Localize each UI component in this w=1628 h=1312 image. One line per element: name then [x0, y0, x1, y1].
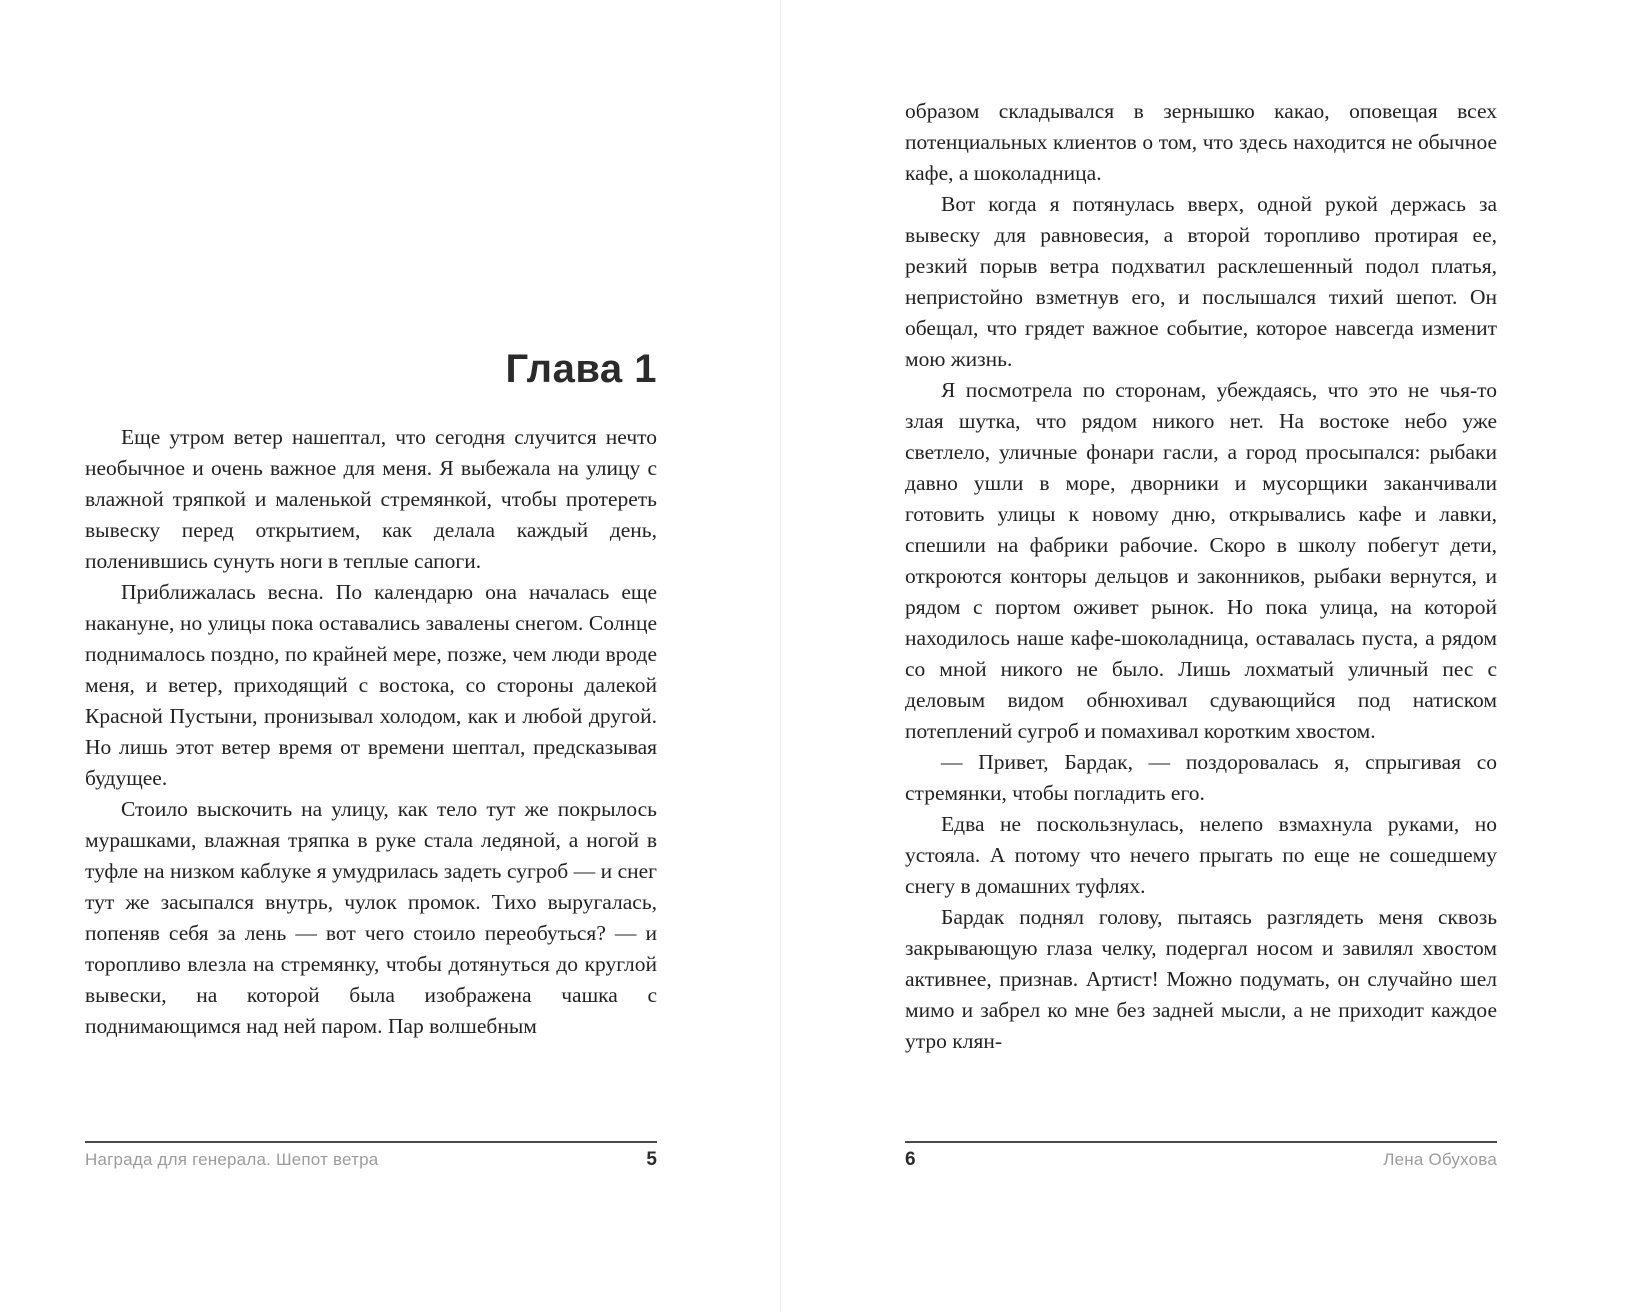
paragraph: — Привет, Бардак, — поздоровалась я, спрыгивая со стремянки, чтобы погладить его.	[905, 750, 1497, 805]
paragraph: образом складывался в зернышко какао, оповещая всех потенциальных клиентов о том, что здесь находится не обычное кафе, а шоколадница.	[905, 99, 1497, 185]
page-left-text	[85, 422, 657, 1042]
paragraph: Бардак поднял голову, пытаясь разглядеть меня сквозь закрывающую глаза челку, подергал носом и завилял хвостом активнее, признав. Артист! Можно подумать, он случайно шел мимо и забрел ко мне без задней мысли, а не приходит каждое утро клян-	[905, 905, 1497, 1053]
page-right-footer	[905, 1141, 1497, 1171]
page-number-right: 6	[905, 1149, 916, 1170]
author-name: Лена Обухова	[1383, 1150, 1497, 1169]
page-right	[905, 0, 1497, 1312]
paragraph: Стоило выскочить на улицу, как тело тут же покрылось мурашками, влажная тряпка в руке стала ледяной, а ногой в туфле на низком каблуке я умудрилась задеть сугроб — и снег тут же засыпался внутрь, чулок промок. Тихо выругалась, попеняв себя за лень — вот чего стоило переобуться? — и торопливо влезла на стремянку, чтобы дотянуться до круглой вывески, на которой была изображена чашка с поднимающимся над ней паром. Пар волшебным	[85, 797, 657, 1038]
paragraph: Вот когда я потянулась вверх, одной рукой держась за вывеску для равновесия, а второй торопливо протирая ее, резкий порыв ветра подхватил расклешенный подол платья, непристойно взметнув его, и послышался тихий шепот. Он обещал, что грядет важное событие, которое навсегда изменит мою жизнь.	[905, 192, 1497, 371]
running-title: Награда для генерала. Шепот ветра	[85, 1150, 379, 1169]
chapter-title: Глава 1	[505, 347, 657, 391]
page-right-body	[905, 0, 1497, 1057]
page-left-body	[85, 0, 657, 1042]
paragraph: Приближалась весна. По календарю она началась еще накануне, но улицы пока оставались завалены снегом. Солнце поднималось поздно, по крайней мере, позже, чем люди вроде меня, и ветер, приходящий с востока, со стороны далекой Красной Пустыни, пронизывал холодом, как и любой другой. Но лишь этот ветер время от времени шептал, предсказывая будущее.	[85, 580, 657, 790]
page-left-footer	[85, 1141, 657, 1171]
page-left	[85, 0, 657, 1312]
page-divider	[780, 0, 781, 1312]
paragraph: Едва не поскользнулась, нелепо взмахнула руками, но устояла. А потому что нечего прыгать по еще не сошедшему снегу в домашних туфлях.	[905, 812, 1497, 898]
page-number-left: 5	[646, 1149, 657, 1170]
paragraph: Еще утром ветер нашептал, что сегодня случится нечто необычное и очень важное для меня. Я выбежала на улицу с влажной тряпкой и маленькой стремянкой, чтобы протереть вывеску перед открытием, как делала каждый день, поленившись сунуть ноги в теплые сапоги.	[85, 425, 657, 573]
page-right-text	[905, 96, 1497, 1057]
paragraph: Я посмотрела по сторонам, убеждаясь, что это не чья-то злая шутка, что рядом никого нет. На востоке небо уже светлело, уличные фонари гасли, а город просыпался: рыбаки давно ушли в море, дворники и мусорщики заканчивали готовить улицы к новому дню, открывались кафе и лавки, спешили на фабрики рабочие. Скоро в школу побегут дети, откроются конторы дельцов и законников, рыбаки вернутся, и рядом с портом оживет рынок. Но пока улица, на которой находилось наше кафе-шоколадница, оставалась пуста, а рядом со мной никого не было. Лишь лохматый уличный пес с деловым видом обнюхивал сдувающийся под натиском потеплений сугроб и помахивал коротким хвостом.	[905, 378, 1497, 743]
